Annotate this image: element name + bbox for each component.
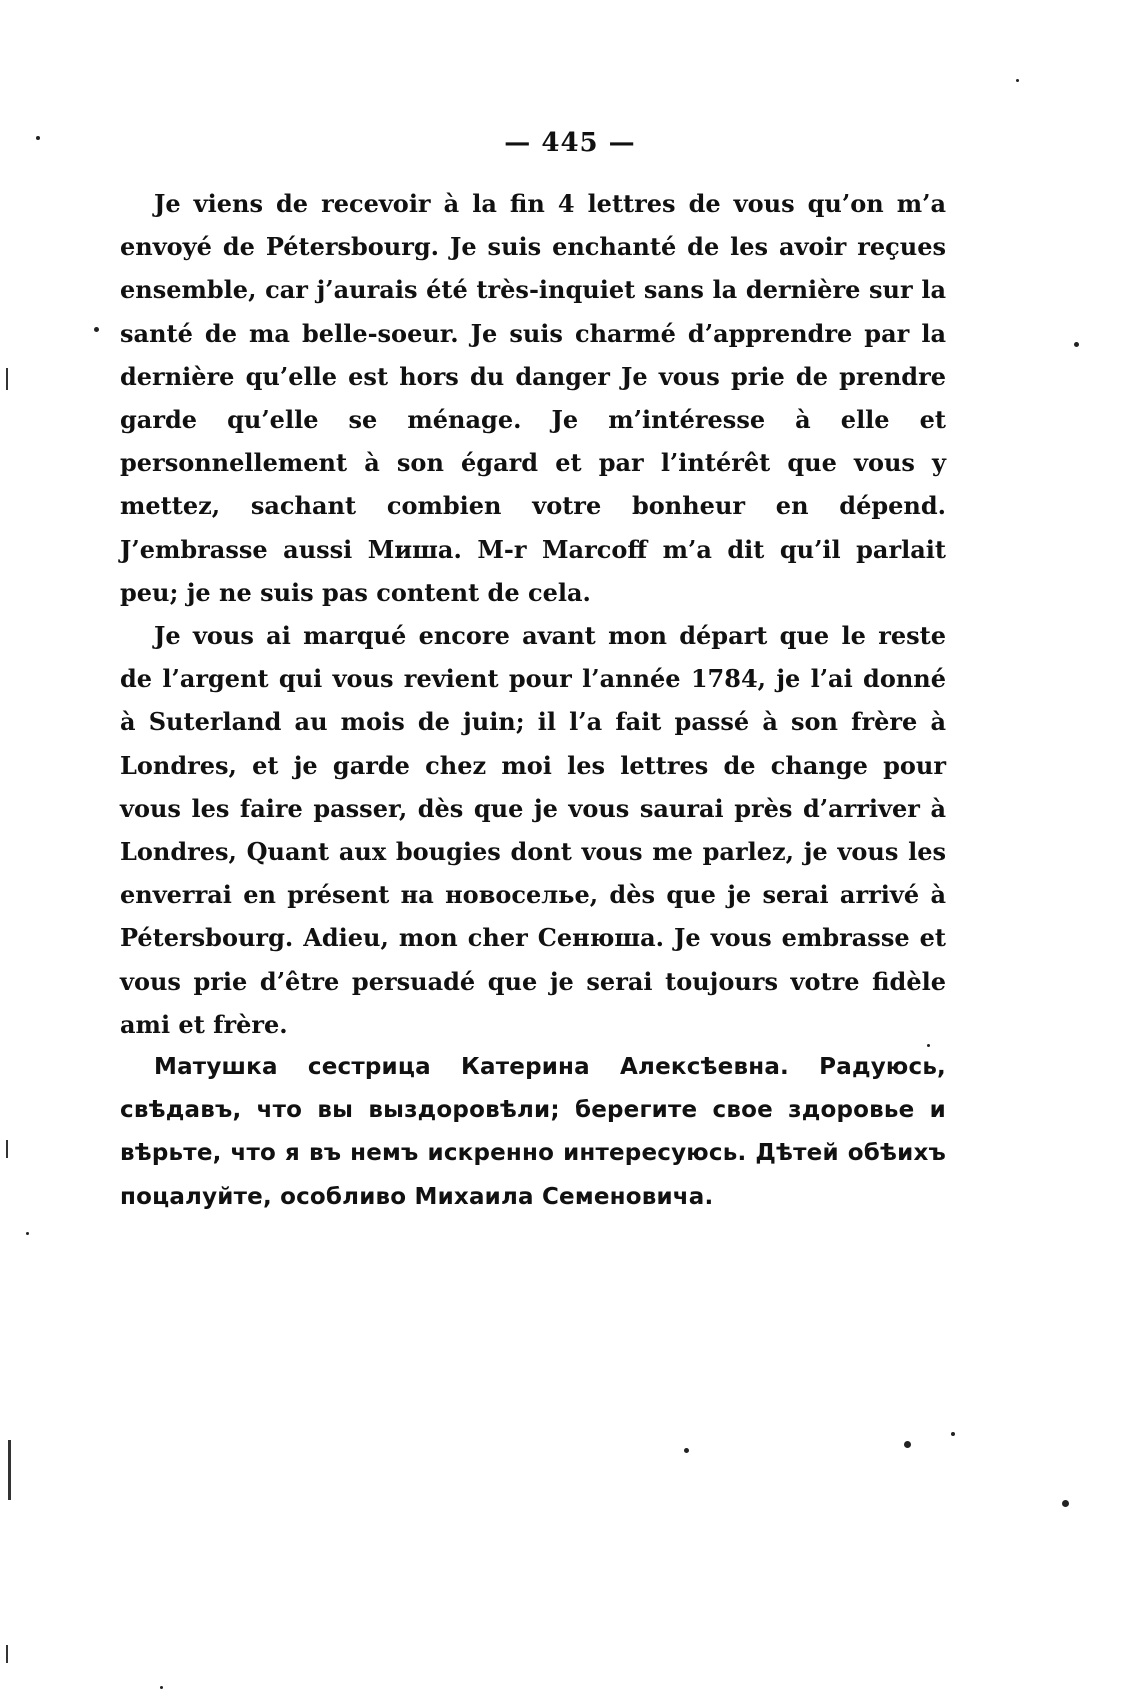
scan-margin-line xyxy=(6,368,8,390)
speck xyxy=(1062,1500,1069,1507)
speck xyxy=(951,1432,955,1436)
speck xyxy=(36,136,40,140)
scan-margin-line xyxy=(8,1440,11,1500)
speck xyxy=(927,1044,930,1047)
speck xyxy=(94,327,99,332)
scan-margin-line xyxy=(6,1645,8,1663)
speck xyxy=(684,1448,689,1453)
letter-text xyxy=(120,182,946,1219)
paragraph-french-1: Je viens de recevoir à la fin 4 lettres de vous qu’on m’a envoyé de Pétersbourg. Je suis enchanté de les avoir reçues ensemble, car j’aurais été très-inquiet sans la dernière sur la santé de ma belle-soeur. Je suis charmé d’apprendre par la dernière qu’elle est hors du danger Je vous prie de prendre garde qu’elle se ménage. Je m’intéresse à elle et personnellement à son égard et par l’intérêt que vous y mettez, sachant combien votre bonheur en dépend. J’embrasse aussi Миша. M-r Marcoff m’a dit qu’il parlait peu; je ne suis pas content de cela. xyxy=(120,189,946,607)
paragraph-french-2: Je vous ai marqué encore avant mon départ que le reste de l’argent qui vous revient pour l’année 1784, je l’ai donné à Suterland au mois de juin; il l’a fait passé à son frère à Londres, et je garde chez moi les lettres de change pour vous les faire passer, dès que je vous saurai près d’arriver à Londres, Quant aux bougies dont vous me parlez, je vous les enverrai en présent на новоселье, dès que je serai arrivé à Pétersbourg. Adieu, mon cher Сенюша. Je vous embrasse et vous prie d’être persuadé que je serai toujours votre fidèle ami et frère. xyxy=(120,621,946,1039)
speck xyxy=(904,1441,911,1448)
speck xyxy=(26,1232,29,1235)
speck xyxy=(1016,79,1019,82)
paragraph-russian: Матушка сестрица Катерина Алексѣевна. Радуюсь, свѣдавъ, что вы выздоровѣли; берегите свое здоровье и вѣрьте, что я въ немъ искренно интересуюсь. Дѣтей обѣихъ поцалуйте, особливо Михаила Семеновича. xyxy=(120,1054,946,1210)
speck xyxy=(1074,342,1079,347)
speck xyxy=(160,1686,163,1689)
page-number: — 445 — xyxy=(504,128,636,158)
scan-margin-line xyxy=(6,1140,8,1158)
